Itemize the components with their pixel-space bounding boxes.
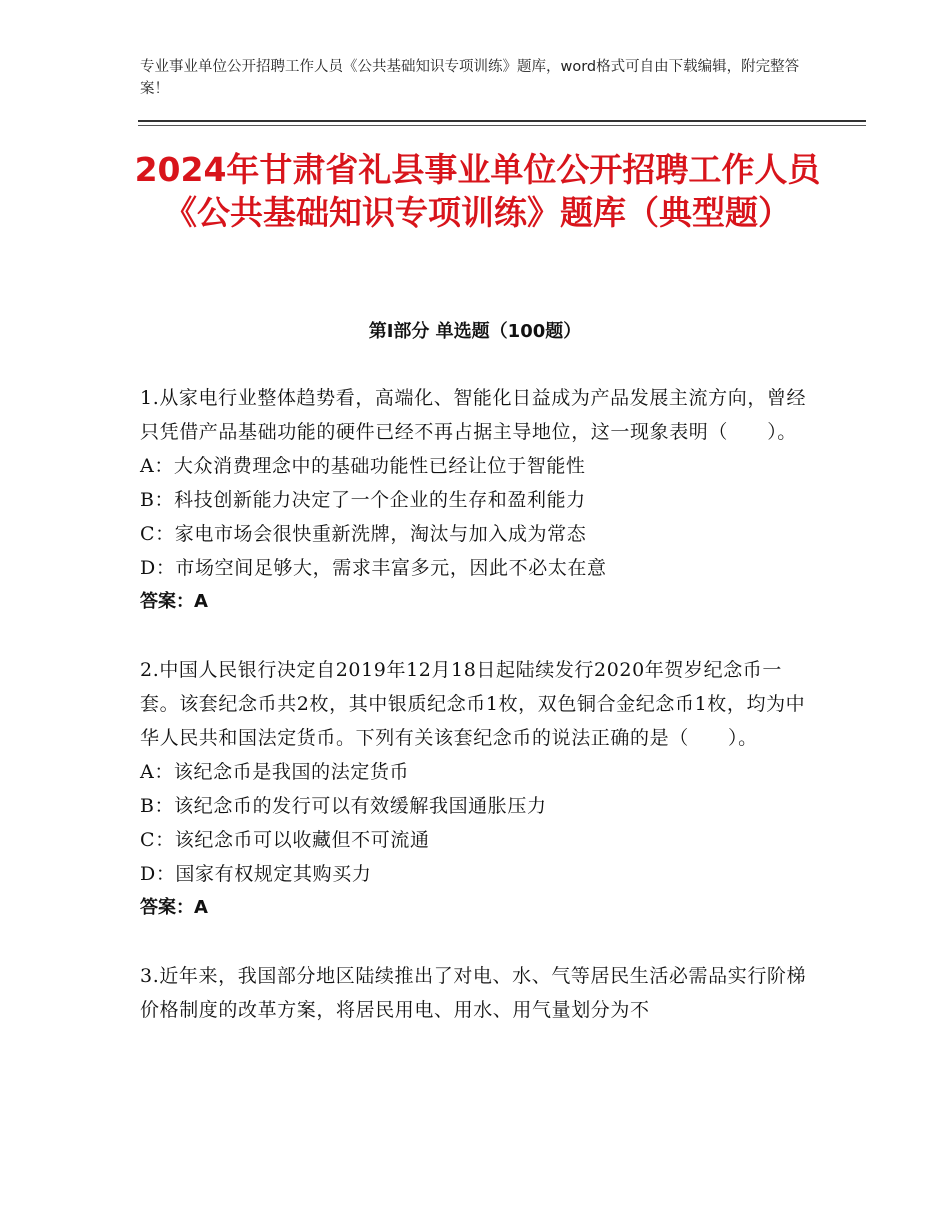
question-1 bbox=[140, 381, 812, 619]
option-d: D：国家有权规定其购买力 bbox=[140, 863, 372, 885]
option-a: A：大众消费理念中的基础功能性已经让位于智能性 bbox=[140, 455, 586, 477]
option-c: C：家电市场会很快重新洗牌，淘汰与加入成为常态 bbox=[140, 523, 587, 545]
option-b: B：科技创新能力决定了一个企业的生存和盈利能力 bbox=[140, 489, 586, 511]
document-title: 2024年甘肃省礼县事业单位公开招聘工作人员《公共基础知识专项训练》题库（典型题） bbox=[134, 150, 821, 232]
option-b: B：该纪念币的发行可以有效缓解我国通胀压力 bbox=[140, 795, 547, 817]
option-a: A：该纪念币是我国的法定货币 bbox=[140, 761, 410, 783]
section-heading: 第Ⅰ部分 单选题（100题） bbox=[368, 321, 582, 342]
option-d: D：市场空间足够大，需求丰富多元，因此不必太在意 bbox=[140, 557, 607, 579]
question-stem: 2.中国人民银行决定自2019年12月18日起陆续发行2020年贺岁纪念币一套。该套纪念币共2枚，其中银质纪念币1枚，双色铜合金纪念币1枚，均为中华人民共和国法定货币。下列有关该套纪念币的说法正确的是（ ）。 bbox=[140, 659, 806, 749]
answer: 答案：A bbox=[140, 897, 208, 918]
question-2 bbox=[140, 653, 812, 925]
question-list bbox=[140, 381, 812, 1061]
question-stem: 3.近年来，我国部分地区陆续推出了对电、水、气等居民生活必需品实行阶梯价格制度的改革方案，将居民用电、用水、用气量划分为不 bbox=[140, 965, 807, 1021]
question-stem: 1.从家电行业整体趋势看，高端化、智能化日益成为产品发展主流方向，曾经只凭借产品基础功能的硬件已经不再占据主导地位，这一现象表明（ ）。 bbox=[140, 387, 807, 443]
answer: 答案：A bbox=[140, 591, 208, 612]
header-note: 专业事业单位公开招聘工作人员《公共基础知识专项训练》题库，word格式可自由下载编辑，附完整答案！ bbox=[140, 59, 800, 97]
header-rule-thick bbox=[138, 120, 866, 122]
option-c: C：该纪念币可以收藏但不可流通 bbox=[140, 829, 430, 851]
header-rule-thin bbox=[138, 125, 866, 126]
question-3 bbox=[140, 959, 812, 1027]
